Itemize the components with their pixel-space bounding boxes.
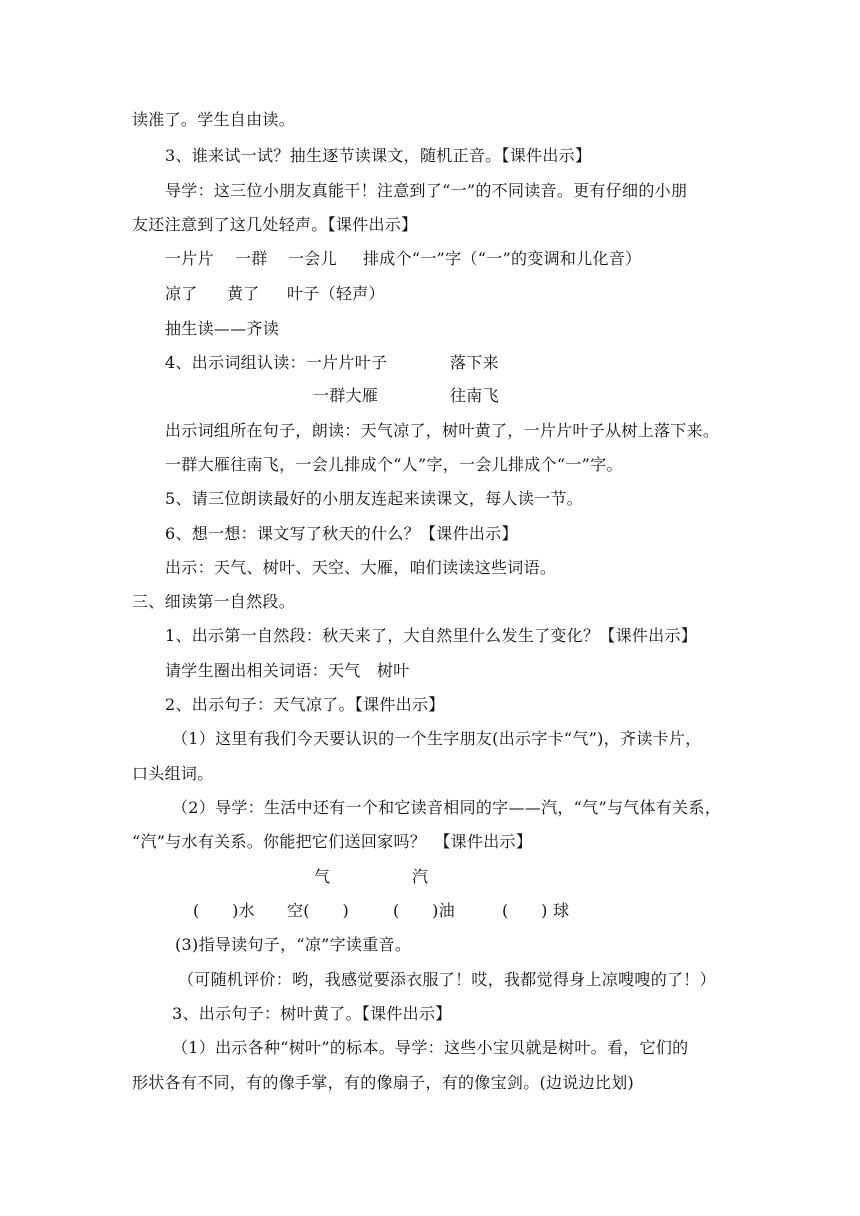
word-item: 一会儿 (288, 249, 337, 268)
text-line: “汽”与水有关系。你能把它们送回家吗？ 【课件出示】 (132, 832, 533, 851)
text-line: 出示词组所在句子，朗读：天气凉了，树叶黄了，一片片叶子从树上落下来。 (165, 421, 720, 440)
section-heading: 三、细读第一自然段。 (132, 592, 296, 611)
text-line: 读准了。学生自由读。 (132, 110, 296, 129)
word-item: 一片片 (165, 249, 214, 268)
text-line: (3)指导读句子，“凉”字读重音。 (175, 935, 412, 954)
text-line: （1）这里有我们今天要认识的一个生字朋友(出示字卡“气”)，齐读卡片， (172, 729, 702, 748)
word-item: 落下来 (450, 353, 499, 372)
text-line: 3、谁来试一试？抽生逐节读课文，随机正音。【课件出示】 (165, 146, 592, 165)
word-item: 叶子（轻声） (287, 284, 385, 303)
text-line: 抽生读——齐读 (165, 319, 280, 338)
text-line: 请学生圈出相关词语：天气 树叶 (165, 661, 410, 680)
blank-item: ( ) 球 (502, 901, 570, 920)
text-line: （2）导学：生活中还有一个和它读音相同的字——汽，“气”与气体有关系， (172, 798, 722, 817)
word-item: 黄了 (227, 284, 260, 303)
char-label: 气 (314, 867, 331, 886)
blank-item: 空( ) (287, 901, 349, 920)
text-line: （1）出示各种“树叶”的标本。导学：这些小宝贝就是树叶。看，它们的 (172, 1038, 689, 1057)
word-item: 往南飞 (450, 386, 499, 405)
text-line: 5、请三位朗读最好的小朋友连起来读课文，每人读一节。 (165, 489, 583, 508)
text-line: 形状各有不同，有的像手掌，有的像扇子，有的像宝剑。(边说边比划) (132, 1073, 635, 1092)
word-item: 凉了 (165, 284, 198, 303)
text-line: 1、出示第一自然段：秋天来了，大自然里什么发生了变化？【课件出示】 (165, 626, 698, 645)
blank-item: ( )油 (393, 901, 455, 920)
text-line: 4、出示词组认读：一片片叶子 (165, 353, 388, 372)
text-line: 3、出示句子：树叶黄了。【课件出示】 (172, 1004, 452, 1023)
word-item: 一群 (235, 249, 268, 268)
char-label: 汽 (412, 867, 429, 886)
word-item: 排成个“一”字（“一”的变调和儿化音） (363, 249, 642, 268)
text-line: 口头组词。 (132, 764, 214, 783)
text-line: 一群大雁往南飞，一会儿排成个“人”字，一会儿排成个“一”字。 (165, 455, 623, 474)
blank-item: ( )水 (193, 901, 255, 920)
text-line: 6、想一想：课文写了秋天的什么？【课件出示】 (165, 524, 518, 543)
text-line: 出示：天气、树叶、天空、大雁，咱们读读这些词语。 (165, 558, 557, 577)
text-line: 2、出示句子：天气凉了。【课件出示】 (165, 695, 445, 714)
text-line: （可随机评价：哟，我感觉要添衣服了！哎，我都觉得身上凉嗖嗖的了！） (178, 970, 716, 989)
text-line: 导学：这三位小朋友真能干！注意到了“一”的不同读音。更有仔细的小朋 (165, 181, 688, 200)
word-item: 一群大雁 (313, 386, 379, 405)
text-line: 友还注意到了这几处轻声。【课件出示】 (132, 215, 418, 234)
